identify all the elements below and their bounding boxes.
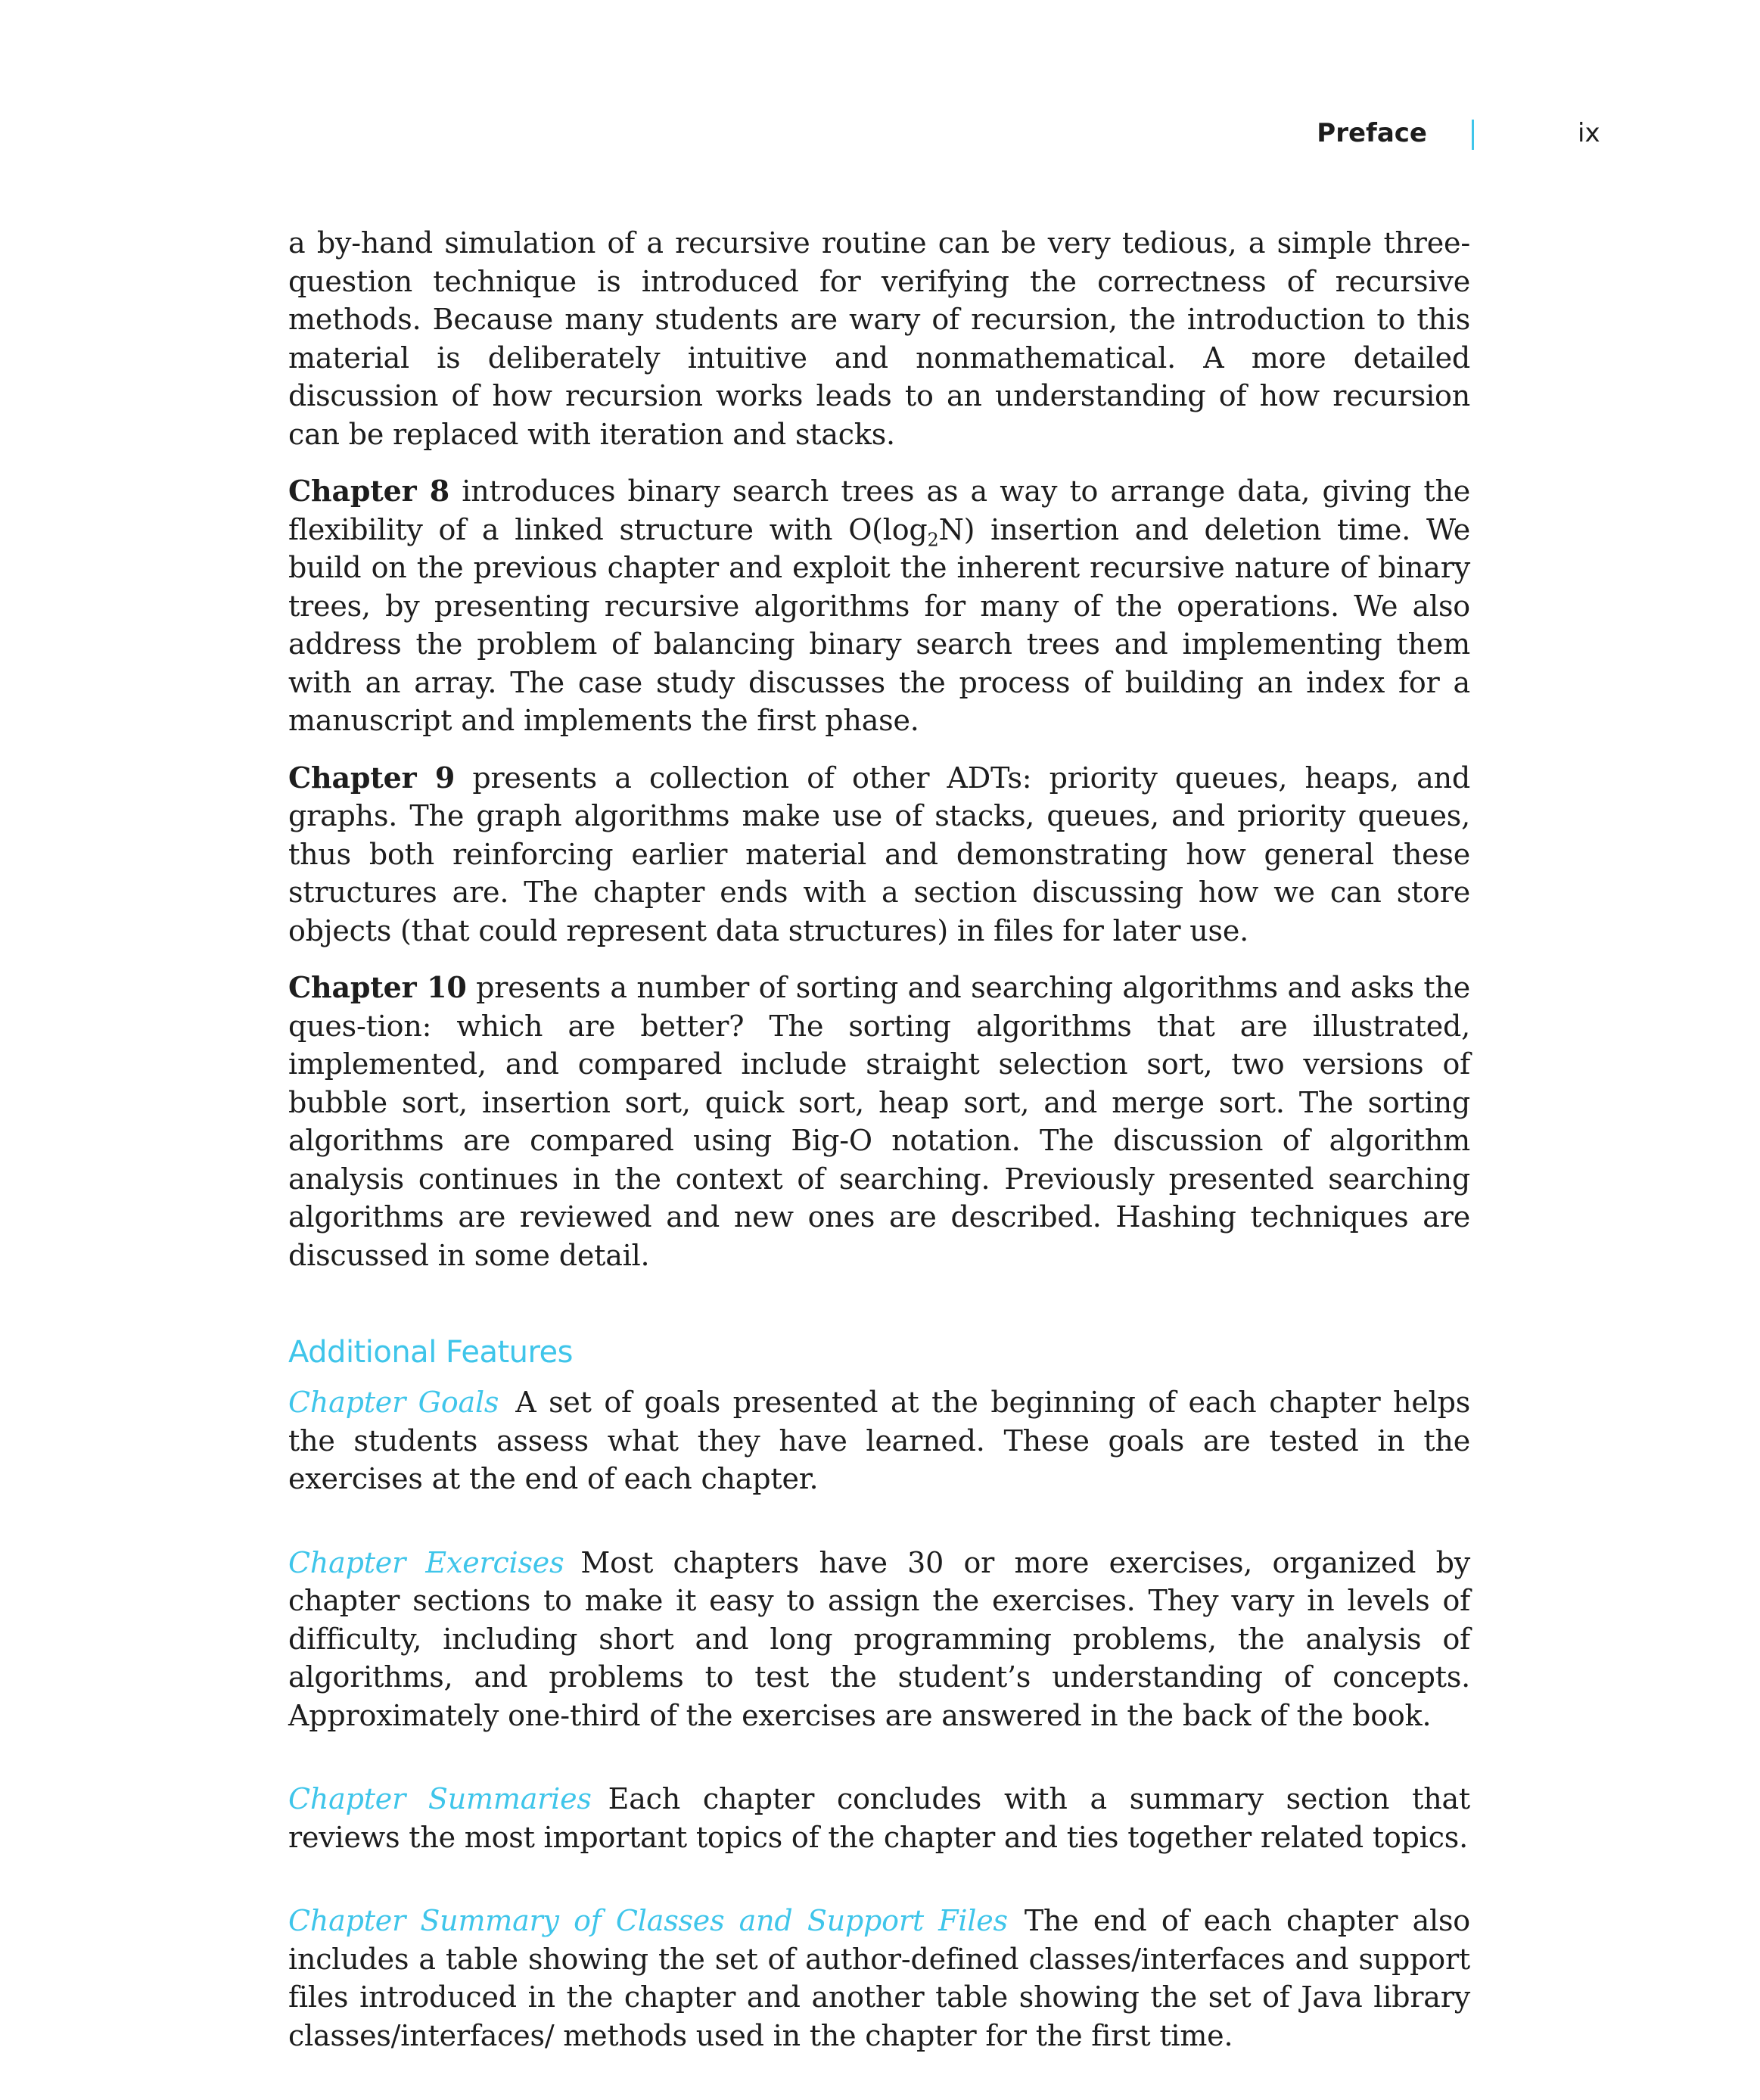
chapter-lead: Chapter 9 (288, 760, 456, 795)
paragraph-chapter-8 (288, 472, 1470, 740)
feature-label: Chapter Goals (288, 1386, 499, 1419)
feature-label: Chapter Summaries (288, 1782, 592, 1815)
feature-label: Chapter Exercises (288, 1545, 564, 1579)
paragraph-text: a by-hand simulation of a recursive routine can be very tedious, a simple three-question technique is introduced for verifying the correctness of recursive methods. Because many students are wary of recursion, the introduction to this material is deliberately intuitive and nonmathematical. A more detailed discussion of how recursion works leads to an understanding of how recursion can be replaced with iteration and stacks. (288, 226, 1470, 451)
feature-text: The end of each chapter also includes a table showing the set of author-defined classes/interfaces and support files introduced in the chapter and another table showing the set of Java library classes/interfaces/ methods used in the chapter for the first time. (288, 1904, 1470, 2052)
page-number: ix (1578, 118, 1600, 148)
feature-text: Most chapters have 30 or more exercises, organized by chapter sections to make it easy to assign the exercises. They vary in levels of difficulty, including short and long programming problems, the analysis of algorithms, and problems to test the student’s understanding of concepts. Approximately one-third of the exercises are answered in the back of the book. (288, 1545, 1471, 1732)
paragraph-chapter-10 (288, 969, 1470, 1274)
feature-text: A set of goals presented at the beginning of each chapter helps the students assess what they have learned. These goals are tested in the exercises at the end of each chapter. (288, 1386, 1470, 1495)
feature-chapter-summary-classes (288, 1902, 1470, 2055)
paragraph-text: N) insertion and deletion time. We build on the previous chapter and exploit the inherent recursive nature of binary trees, by presenting recursive algorithms for many of the operations. We also address the problem of balancing binary search trees and implementing them with an array. The case study discusses the process of building an index for a manuscript and implements the first phase. (288, 512, 1470, 737)
subscript: 2 (927, 529, 939, 551)
chapter-lead: Chapter 8 (288, 474, 450, 508)
paragraph-text: presents a collection of other ADTs: priority queues, heaps, and graphs. The graph algorithms make use of stacks, queues, and priority queues, thus both reinforcing earlier material and demonstrating how general these structures are. The chapter ends with a section discussing how we can store objects (that could represent data structures) in files for later use. (288, 761, 1470, 947)
paragraph-recursion-continuation (288, 224, 1470, 453)
paragraph-text: introduces binary search trees as a way to arrange data, giving the flexibility of a linked structure with O(log (288, 474, 1471, 546)
feature-chapter-goals (288, 1383, 1470, 1498)
feature-chapter-exercises (288, 1544, 1470, 1735)
page-body (288, 224, 1470, 2100)
paragraph-chapter-9 (288, 759, 1470, 950)
feature-text: Each chapter concludes with a summary section that reviews the most important topics of the chapter and ties together related topics. (288, 1782, 1470, 1854)
header-divider (1472, 120, 1474, 150)
running-header (0, 114, 1760, 159)
running-header-title: Preface (1317, 118, 1427, 148)
chapter-lead: Chapter 10 (288, 970, 467, 1004)
section-heading-additional-features: Additional Features (288, 1335, 574, 1370)
feature-chapter-summaries (288, 1780, 1470, 1856)
feature-label: Chapter Summary of Classes and Support Files (288, 1904, 1008, 1937)
paragraph-text: presents a number of sorting and searching algorithms and asks the ques-tion: which are better? The sorting algorithms that are illustrated, implemented, and compared include straight selection sort, two versions of bubble sort, insertion sort, quick sort, heap sort, and merge sort. The sorting algorithms are compared using Big-O notation. The discussion of algorithm analysis continues in the context of searching. Previously presented searching algorithms are reviewed and new ones are described. Hashing techniques are discussed in some detail. (288, 971, 1470, 1272)
